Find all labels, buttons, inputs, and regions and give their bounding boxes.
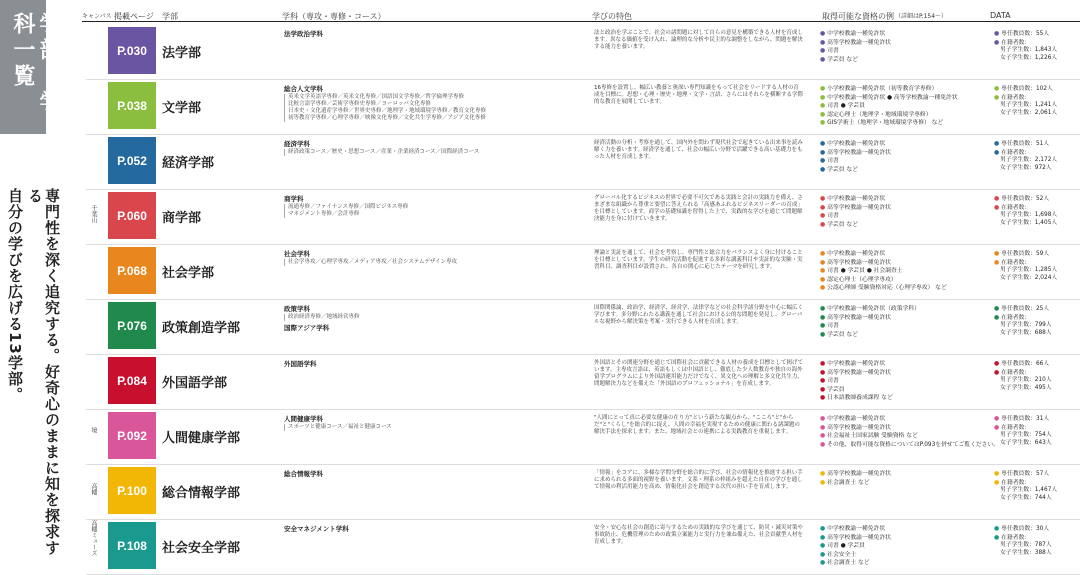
- data-stat: [994, 165, 1080, 173]
- data-stat: [994, 204, 1080, 213]
- course-line: 流通専修／ファイナンス専修／国際ビジネス専修: [288, 204, 409, 210]
- course-line: 経済政策コース／歴史・思想コース／産業・企業経済コース／国際経済コース: [288, 149, 480, 155]
- qualification-text: 中学校教諭一種免許状（政策学科）: [827, 306, 920, 312]
- bullet-icon: ●: [994, 250, 1002, 257]
- department-list: [284, 85, 564, 122]
- data-stat-text: 女子学生数：388人: [1000, 549, 1052, 556]
- qualification-text: 中学校教諭一種免許状 ● 高等学校教諭一種免許状: [827, 94, 958, 101]
- data-stat-text: 女子学生数：688人: [1000, 329, 1052, 336]
- bullet-icon: ●: [820, 470, 828, 477]
- subtitle-line-1: 専門性を深く追究する。好奇心のままに知を探求する: [26, 188, 61, 556]
- data-stat: [994, 424, 1080, 433]
- data-stat: [994, 479, 1080, 488]
- course-line: 英米文学英語学専修／英米文化専修／国語国文学専修／哲学倫理学専修: [288, 94, 465, 100]
- bullet-icon: ●: [820, 525, 828, 532]
- bullet-icon: ●: [820, 542, 828, 549]
- qualification-text: 高等学校教諭一種免許状: [827, 259, 891, 266]
- course-line: 比較言語学専修／芸術学専修史専修／ヨーロッパ文化専修: [288, 101, 431, 107]
- department-name: 社会学科: [284, 250, 310, 258]
- qualification-text: 社会安全士: [827, 551, 857, 558]
- data-stat: [994, 149, 1080, 158]
- page-number-badge[interactable]: P.108: [108, 522, 156, 569]
- qualification-text: 学芸員: [827, 386, 845, 393]
- data-stats: [994, 470, 1080, 502]
- qualification-text: 司書 ● 学芸員 ● 社会調査士: [827, 268, 903, 274]
- header-qual: 取得可能な資格の例: [822, 12, 894, 21]
- qualification-text: 高等学校教諭一種免許状: [827, 204, 891, 211]
- course-list: [284, 314, 564, 321]
- course-list: [284, 259, 564, 266]
- data-stat-text: 専任教員数：66人: [1001, 361, 1050, 367]
- data-stat-text: 女子学生数：2,061人: [1000, 109, 1058, 116]
- department-name: 国際アジア学科: [284, 324, 330, 332]
- bullet-icon: ●: [820, 313, 828, 321]
- data-stat-text: 男子学生数：754人: [1000, 432, 1052, 438]
- qualification-text: 中学校教諭一種免許状: [827, 251, 886, 257]
- qualification-item: [820, 284, 1040, 293]
- qualification-text: その他、取得可能な資格についてはP.093を併せてご覧ください。: [827, 441, 1000, 448]
- data-stat-text: 男子学生数：1,241人: [1000, 102, 1058, 108]
- qualification-item: [820, 559, 1040, 568]
- course-line: マネジメント専修／会計専修: [288, 211, 360, 217]
- data-stats: [994, 140, 1080, 172]
- department-list: [284, 250, 564, 266]
- data-stat: [994, 259, 1080, 268]
- table-row: [86, 24, 1080, 80]
- qualification-text: 日本語教師養成課程 など: [827, 395, 893, 401]
- course-list: [284, 94, 564, 122]
- table-row: [86, 299, 1080, 355]
- campus-label: 高幡ミューズ: [90, 520, 97, 556]
- page-number-badge[interactable]: P.068: [108, 247, 156, 294]
- bullet-icon: ●: [820, 195, 828, 202]
- bullet-icon: ●: [820, 394, 828, 401]
- table-row: [86, 464, 1080, 520]
- faculty-name: 政策創造学部: [162, 321, 241, 336]
- campus-label: 千葉山: [90, 205, 97, 223]
- data-stat: [994, 322, 1080, 330]
- table-row: [86, 134, 1080, 190]
- bullet-icon: ●: [820, 165, 828, 173]
- page-number-badge[interactable]: P.076: [108, 302, 156, 349]
- bullet-icon: ●: [820, 258, 828, 266]
- bullet-icon: ●: [820, 360, 828, 367]
- data-stat-text: 在籍者数：: [1001, 149, 1031, 156]
- bullet-icon: ●: [820, 385, 828, 393]
- data-stat-text: 専任教員数：51人: [1001, 141, 1050, 147]
- bullet-icon: ●: [820, 157, 828, 164]
- bullet-icon: ●: [820, 415, 828, 422]
- bullet-icon: ●: [820, 38, 828, 46]
- bullet-icon: ●: [820, 275, 828, 283]
- bullet-icon: ●: [994, 148, 1002, 156]
- page-number-badge[interactable]: P.092: [108, 412, 156, 459]
- data-stat: [994, 487, 1080, 495]
- course-list: [284, 149, 564, 156]
- bullet-icon: ●: [994, 93, 1002, 101]
- department-name: 政策学科: [284, 305, 310, 313]
- bullet-icon: ●: [994, 305, 1002, 312]
- data-stat: [994, 39, 1080, 48]
- bullet-icon: ●: [820, 368, 828, 376]
- qualification-text: 学芸員 など: [827, 56, 858, 63]
- department-list: [284, 415, 564, 431]
- faculty-name: 文学部: [162, 101, 202, 116]
- qualification-text: 司書: [827, 323, 839, 329]
- data-stats: [994, 305, 1080, 337]
- data-stat: [994, 157, 1080, 165]
- data-stat-text: 専任教員数：55人: [1001, 31, 1050, 37]
- data-stat: [994, 267, 1080, 275]
- qualification-text: 高等学校教諭一種免許状: [827, 369, 891, 376]
- qualification-text: 司書 ● 学芸員: [827, 543, 865, 549]
- data-stat-text: 専任教員数：59人: [1001, 251, 1050, 257]
- data-stats: [994, 85, 1080, 117]
- data-stats: [994, 250, 1080, 282]
- department-name: 法学政治学科: [284, 30, 323, 38]
- data-stats: [994, 195, 1080, 227]
- qualification-text: 司書: [827, 158, 839, 164]
- header-feature: 学びの特色: [592, 12, 632, 21]
- qualification-text: 認定心理士（心理学専攻）: [827, 276, 897, 283]
- data-stat: [994, 30, 1080, 39]
- faculty-name: 総合情報学部: [162, 486, 241, 501]
- header-dept: 学科（専攻・専修・コース）: [282, 12, 386, 21]
- department-list: [284, 30, 564, 39]
- bullet-icon: ●: [994, 368, 1002, 376]
- data-stat-text: 男子学生数：1,843人: [1000, 47, 1058, 53]
- qualification-text: 司書: [827, 378, 839, 384]
- qualification-text: 社会福祉士国家試験 受験資格 など: [827, 433, 918, 439]
- data-stat-text: 専任教員数：25人: [1001, 306, 1050, 312]
- bullet-icon: ●: [820, 85, 828, 92]
- data-stat: [994, 195, 1080, 204]
- qualification-text: 司書: [827, 213, 839, 219]
- department-list: [284, 525, 564, 534]
- header-faculty: 学部: [162, 12, 178, 21]
- feature-text: 「情報」をコアに、多様な学問分野を総合的に学び、社会の情報化を推進する担い手に求められる多面的視野を養います。文系・理系の枠組みを超えた自在の学びを通して情報の利活用能力を高め、情報化社会を創造する次代の担い手を育成します。: [594, 470, 803, 490]
- course-list: [284, 424, 564, 431]
- header-qual-note: （詳細はP.154〜）: [895, 13, 948, 20]
- feature-text: 理論と実証を通して、社会を考察し、専門性と総合力をバランスよく身に付けることを目標としています。学生の研究活動を促進する多彩な講義科目や実証的な実験・実習科目、調査科目が設置され、各自の関心に応じたテーマを研究します。: [594, 250, 803, 270]
- data-stat-text: 男子学生数：787人: [1000, 542, 1052, 548]
- data-stats: [994, 360, 1080, 392]
- qualification-text: 中学校教諭一種免許状: [827, 416, 886, 422]
- qualification-text: 学芸員 など: [827, 331, 858, 338]
- qualification-text: 中学校教諭一種免許状: [827, 141, 886, 147]
- bullet-icon: ●: [994, 30, 1002, 37]
- bullet-icon: ●: [994, 85, 1002, 92]
- qualification-text: 中学校教諭一種免許状: [827, 526, 886, 532]
- bullet-icon: ●: [820, 322, 828, 329]
- bullet-icon: ●: [994, 478, 1002, 486]
- department-list: [284, 140, 564, 156]
- data-stat: [994, 415, 1080, 424]
- course-list: [284, 204, 564, 218]
- bullet-icon: ●: [820, 220, 828, 228]
- data-stat: [994, 212, 1080, 220]
- qualification-text: 小学校教諭一種免許状（初等教育学専修）: [827, 86, 938, 92]
- feature-text: グローバル化するビジネスの世界で必要不可欠である実践と会計の実践力を備え、さまざまな組織から尊重と要望に答えられる「高感あふれるビジネスリーダーの育成」を目標としています。商学の基礎知識を習得した上で、実践的な学びを通じて問題解決能力を身に付けていきます。: [594, 195, 803, 222]
- data-stat: [994, 369, 1080, 378]
- qualification-text: 司書: [827, 48, 839, 54]
- feature-text: 法と政治を学ぶことで、社会の諸問題に対して自らの意見を構築できる人材を育成します。異なる価値を受け入れ、論理的な分析や民主的な調整をしながら、問題を解決する能力を養います。: [594, 30, 803, 50]
- qualification-text: 高等学校教諭一種免許状: [827, 149, 891, 156]
- page-number-badge[interactable]: P.030: [108, 27, 156, 74]
- data-stat: [994, 85, 1080, 94]
- table-row: [86, 189, 1080, 245]
- data-stat: [994, 47, 1080, 55]
- department-name: 外国語学科: [284, 360, 317, 368]
- course-line: スポーツと健康コース／福祉と健康コース: [288, 424, 392, 430]
- bullet-icon: ●: [820, 550, 828, 558]
- page-title: 学部・学科一覧: [10, 12, 61, 116]
- bullet-icon: ●: [994, 203, 1002, 211]
- data-stat-text: 男子学生数：210人: [1000, 377, 1052, 383]
- qualification-text: 高等学校教諭一種免許状: [827, 39, 891, 46]
- bullet-icon: ●: [994, 533, 1002, 541]
- qualification-item: [820, 119, 1040, 128]
- bullet-icon: ●: [820, 30, 828, 37]
- bullet-icon: ●: [820, 47, 828, 54]
- table-row: [86, 519, 1080, 575]
- bullet-icon: ●: [994, 195, 1002, 202]
- data-stat: [994, 330, 1080, 338]
- data-stat-text: 在籍者数：: [1001, 424, 1031, 431]
- campus-label: 境: [90, 427, 97, 433]
- page-number-badge[interactable]: P.084: [108, 357, 156, 404]
- data-stat-text: 男子学生数：2,172人: [1000, 157, 1058, 163]
- faculty-name: 経済学部: [162, 156, 215, 171]
- data-stat-text: 在籍者数：: [1001, 94, 1031, 101]
- qualification-text: 認定心理士（地理学・地域環境学専修）: [827, 111, 932, 118]
- feature-text: 外国語とその関連分野を通じて国際社会に貢献できる人材の養成を目標として掲げています。主専攻言語は、英語もしくは中国語とし、徹底した少人数教育や独自の海外留学プログラムにより外国語運用能力だけでなく、異文化への理解と多文化共生力、問題解決力などを備えた「外国語のプロフェッショナル」を育成します。: [594, 360, 804, 387]
- data-stat: [994, 55, 1080, 63]
- bullet-icon: ●: [820, 440, 828, 448]
- data-stat-text: 女子学生数：1,405人: [1000, 219, 1058, 226]
- page-number-badge[interactable]: P.052: [108, 137, 156, 184]
- bullet-icon: ●: [820, 203, 828, 211]
- bullet-icon: ●: [994, 38, 1002, 46]
- qualification-text: 高等学校教諭一種免許状: [827, 424, 891, 431]
- department-list: [284, 470, 564, 479]
- bullet-icon: ●: [994, 423, 1002, 431]
- bullet-icon: ●: [820, 93, 828, 101]
- qualification-text: 高等学校教諭一種免許状: [827, 471, 891, 477]
- department-list: [284, 360, 564, 369]
- data-stat-text: 在籍者数：: [1001, 534, 1031, 541]
- department-name: 人間健康学科: [284, 415, 323, 423]
- data-stat-text: 在籍者数：: [1001, 204, 1031, 211]
- data-stat: [994, 94, 1080, 103]
- feature-text: "人間にとって真に必要な健康の在り方"という新たな観点から、"こころ"と"からだ"と"くらし"を総合的に捉え、人間の幸福を実現するための健康に関わる諸課題の解決手法を探求します。また、地域社会との連携による実践教育を重視します。: [594, 415, 800, 435]
- data-stat-text: 在籍者数：: [1001, 259, 1031, 266]
- qualification-text: 中学校教諭一種免許状: [827, 31, 886, 37]
- data-stat: [994, 542, 1080, 550]
- data-stats: [994, 525, 1080, 557]
- data-stat-text: 専任教員数：102人: [1001, 86, 1053, 92]
- data-stat-text: 男子学生数：1,285人: [1000, 267, 1058, 273]
- data-stat: [994, 305, 1080, 314]
- bullet-icon: ●: [820, 148, 828, 156]
- data-stat-text: 女子学生数：2,024人: [1000, 274, 1058, 281]
- data-stat: [994, 470, 1080, 479]
- bullet-icon: ●: [820, 559, 828, 566]
- department-list: [284, 305, 564, 333]
- data-stat-text: 男子学生数：1,698人: [1000, 212, 1058, 218]
- bullet-icon: ●: [820, 377, 828, 384]
- bullet-icon: ●: [820, 212, 828, 219]
- faculty-name: 社会安全学部: [162, 541, 241, 556]
- bullet-icon: ●: [820, 250, 828, 257]
- data-stat: [994, 440, 1080, 448]
- header-data: DATA: [990, 11, 1011, 20]
- course-line: 日本史・文化遺産学専修／世界史専修／地理学・地域環境学専修／教育文化専修: [288, 108, 487, 114]
- data-stat: [994, 377, 1080, 385]
- qualification-text: 司書 ● 学芸員: [827, 103, 865, 109]
- data-stat-text: 専任教員数：31人: [1001, 416, 1050, 422]
- bullet-icon: ●: [820, 432, 828, 439]
- faculty-name: 法学部: [162, 46, 202, 61]
- data-stat-text: 女子学生数：495人: [1000, 384, 1052, 391]
- bullet-icon: ●: [820, 110, 828, 118]
- page-number-badge[interactable]: P.060: [108, 192, 156, 239]
- qualification-text: GIS学術士（地理学・地域環境学専修） など: [827, 120, 944, 126]
- qualification-text: 高等学校教諭一種免許状: [827, 314, 891, 321]
- feature-text: 国際関係論、政治学、経済学、経営学、法律学などの社会科学諸分野を中心に幅広く学びます。多分野にわたる講義を通して社会における公的な問題を発見し、グローバルな視野から解決策を考案・実行できる人材を育成します。: [594, 305, 804, 325]
- bullet-icon: ●: [820, 55, 828, 63]
- data-stat: [994, 220, 1080, 228]
- bullet-icon: ●: [820, 478, 828, 486]
- bullet-icon: ●: [994, 140, 1002, 147]
- department-name: 総合情報学科: [284, 470, 323, 478]
- data-stat-text: 在籍者数：: [1001, 369, 1031, 376]
- department-name: 安全マネジメント学科: [284, 525, 349, 533]
- data-stat: [994, 495, 1080, 503]
- qualification-item: [820, 394, 1040, 403]
- data-stat: [994, 102, 1080, 110]
- data-stat: [994, 432, 1080, 440]
- page-number-badge[interactable]: P.100: [108, 467, 156, 514]
- bullet-icon: ●: [820, 102, 828, 109]
- header-page: 掲載ページ: [114, 12, 154, 21]
- table-row: [86, 354, 1080, 410]
- course-line: 政治経済専修／地域経営専修: [288, 314, 360, 320]
- table-row: [86, 409, 1080, 465]
- data-stats: [994, 30, 1080, 62]
- faculty-name: 社会学部: [162, 266, 215, 281]
- data-stat-text: 専任教員数：57人: [1001, 471, 1050, 477]
- data-stat: [994, 140, 1080, 149]
- feature-text: 安全・安心な社会の創造に寄与するための実践的な学びを通じて、防災・減災対策や事故防止、危機管理のための政策立案能力と実行力を兼ね備えた、社会貢献型人材を育成します。: [594, 525, 804, 545]
- data-stat-text: 在籍者数：: [1001, 314, 1031, 321]
- faculty-name: 商学部: [162, 211, 202, 226]
- bullet-icon: ●: [994, 525, 1002, 532]
- header-campus: キャンパス: [82, 13, 112, 20]
- data-stat: [994, 275, 1080, 283]
- bullet-icon: ●: [820, 533, 828, 541]
- data-stat: [994, 385, 1080, 393]
- table-row: [86, 79, 1080, 135]
- course-line: 社会学専攻／心理学専攻／メディア専攻／社会システムデザイン専攻: [288, 259, 458, 265]
- faculty-name: 外国語学部: [162, 376, 228, 391]
- faculty-name: 人間健康学部: [162, 431, 241, 446]
- feature-text: 経済活動の分析・考察を通して、国内外を問わず現代社会で起きている出来事を読み解く力を養います。経済学を通して、社会の幅広い分野で活躍できる高い基礎力をもった人材を育成します。: [594, 140, 803, 160]
- qualification-text: 中学校教諭一種免許状: [827, 361, 886, 367]
- bullet-icon: ●: [820, 305, 828, 312]
- qualification-text: 高等学校教諭一種免許状: [827, 534, 891, 541]
- bullet-icon: ●: [994, 313, 1002, 321]
- qualification-text: 中学校教諭一種免許状: [827, 196, 886, 202]
- bullet-icon: ●: [994, 258, 1002, 266]
- data-stat: [994, 534, 1080, 543]
- data-stat-text: 在籍者数：: [1001, 479, 1031, 486]
- data-stat: [994, 360, 1080, 369]
- data-stat-text: 男子学生数：799人: [1000, 322, 1052, 328]
- qualification-text: 学芸員 など: [827, 166, 858, 173]
- bullet-icon: ●: [820, 140, 828, 147]
- subtitle-line-2: 自分の学びを広げる13学部。: [6, 188, 24, 403]
- data-stat: [994, 110, 1080, 118]
- data-stat: [994, 314, 1080, 323]
- bullet-icon: ●: [820, 423, 828, 431]
- department-list: [284, 195, 564, 218]
- bullet-icon: ●: [820, 267, 828, 274]
- bullet-icon: ●: [820, 119, 828, 126]
- data-stat-text: 女子学生数：972人: [1000, 164, 1052, 171]
- data-stat-text: 女子学生数：1,226人: [1000, 54, 1058, 61]
- campus-label: 高幡: [90, 483, 97, 495]
- department-name: 総合人文学科: [284, 85, 323, 93]
- bullet-icon: ●: [820, 330, 828, 338]
- department-name: 経済学科: [284, 140, 310, 148]
- table-row: [86, 244, 1080, 300]
- data-stat-text: 女子学生数：744人: [1000, 494, 1052, 501]
- data-stat: [994, 525, 1080, 534]
- data-stat-text: 専任教員数：52人: [1001, 196, 1050, 202]
- data-stat-text: 在籍者数：: [1001, 39, 1031, 46]
- header-divider: [82, 21, 1080, 22]
- bullet-icon: ●: [994, 360, 1002, 367]
- data-stat-text: 男子学生数：1,467人: [1000, 487, 1058, 493]
- bullet-icon: ●: [994, 415, 1002, 422]
- page-number-badge[interactable]: P.038: [108, 82, 156, 129]
- department-name: 商学科: [284, 195, 304, 203]
- course-line: 初等教育学専修／心理学専修／映像文化専修／文化共生学専修／アジア文化専修: [288, 115, 486, 121]
- feature-text: 16専修を設置し、幅広い教養と奥深い専門知識をもって社会をリードする人材の育成を目標に。思想・心理・歴史・地理・文学・言語、さらにはそれらを横断する学際的な教育を展開しています。: [594, 85, 804, 105]
- data-stat-text: 女子学生数：643人: [1000, 439, 1052, 446]
- data-stat: [994, 250, 1080, 259]
- qualification-text: 社会調査士 など: [827, 560, 870, 566]
- bullet-icon: ●: [820, 284, 828, 291]
- qualification-text: 公認心理師 受験資格対応（心理学専攻） など: [827, 285, 947, 291]
- data-stats: [994, 415, 1080, 447]
- data-stat: [994, 550, 1080, 558]
- qualification-text: 学芸員 など: [827, 221, 858, 228]
- bullet-icon: ●: [994, 470, 1002, 477]
- data-stat-text: 専任教員数：30人: [1001, 526, 1050, 532]
- qualification-text: 社会調査士 など: [827, 479, 870, 486]
